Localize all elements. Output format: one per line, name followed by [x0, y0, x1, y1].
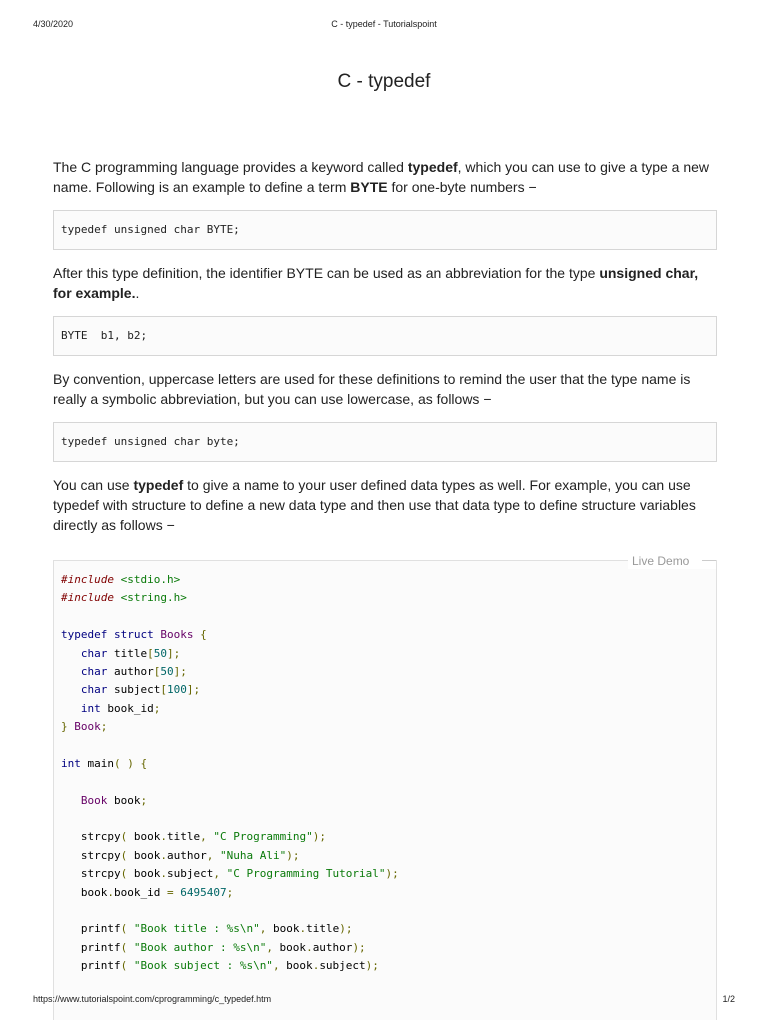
code-token: (	[120, 922, 128, 936]
text-span: , which you can use to give a type a new name. Following is an example to define a term	[53, 159, 710, 195]
code-token: int	[61, 756, 81, 770]
print-footer-page-number: 1/2	[722, 994, 735, 1004]
code-line	[61, 939, 399, 957]
code-token: struct	[113, 628, 154, 642]
code-line	[61, 571, 399, 589]
page-title: C - typedef	[337, 71, 431, 92]
code-token: (	[120, 848, 128, 862]
code-token: (	[120, 830, 128, 844]
code-token: );	[385, 867, 399, 881]
live-demo-label: Live Demo	[632, 554, 690, 568]
code-snippet-typedef-byte: typedef unsigned char BYTE;	[53, 210, 717, 250]
code-token: book	[107, 793, 141, 807]
code-token: .	[160, 867, 167, 881]
code-token: title	[107, 646, 148, 660]
code-token: #include	[61, 591, 121, 605]
code-token: {	[200, 628, 207, 642]
text-span: for one-byte numbers −	[387, 179, 537, 195]
code-token	[61, 683, 81, 696]
code-line	[61, 865, 399, 883]
code-token: title	[306, 922, 340, 936]
code-token: <stdio.h>	[120, 573, 181, 586]
code-token: strcpy	[61, 867, 121, 881]
intro-paragraph	[53, 157, 717, 197]
code-token: (	[120, 867, 128, 881]
code-token: book_id	[113, 885, 167, 899]
code-token: title	[166, 830, 201, 844]
code-token: ;	[226, 885, 234, 899]
code-line	[61, 700, 399, 718]
code-token: Book	[80, 793, 108, 807]
code-token: book	[127, 848, 161, 862]
code-token: ,	[259, 922, 267, 936]
code-line	[61, 608, 399, 626]
keyword-typedef: typedef	[133, 477, 184, 493]
code-line	[61, 663, 399, 681]
text-span: After this type definition, the identifier BYTE can be used as an abbreviation for the type	[53, 265, 600, 281]
code-token: Book	[74, 720, 101, 734]
code-token: 100	[166, 683, 187, 697]
code-token: ,	[200, 830, 207, 844]
code-token	[213, 849, 220, 862]
label-divider	[702, 560, 716, 561]
code-token: {	[140, 756, 148, 770]
code-line	[61, 681, 399, 699]
code-token: char	[80, 646, 108, 660]
code-token: .	[107, 885, 114, 899]
code-line	[61, 902, 399, 920]
code-token: strcpy	[61, 830, 121, 844]
code-line	[61, 589, 399, 607]
code-line	[61, 884, 399, 902]
code-token: book	[272, 940, 307, 954]
code-token: ,	[213, 867, 220, 881]
code-line	[61, 626, 399, 644]
demo-source-code	[61, 571, 399, 976]
code-token: printf	[61, 940, 121, 954]
code-token: ,	[272, 959, 280, 973]
code-token: ];	[167, 646, 181, 660]
live-demo-link[interactable]	[628, 553, 716, 569]
code-token: author	[166, 848, 207, 862]
code-token: "Book title : %s\n"	[133, 922, 260, 936]
code-token: .	[312, 959, 320, 973]
code-token: )	[127, 756, 134, 770]
code-snippet-typedef-lowercase: typedef unsigned char byte;	[53, 422, 717, 462]
text-span: The C programming language provides a keyword called	[53, 159, 408, 175]
code-token: book	[127, 867, 161, 881]
code-token: Books	[160, 628, 194, 642]
code-token: [	[160, 683, 167, 697]
code-token: main	[80, 756, 114, 770]
code-token: .	[160, 848, 167, 862]
code-token: book	[266, 922, 300, 936]
convention-paragraph	[53, 369, 717, 409]
code-token	[61, 794, 81, 807]
code-token	[107, 628, 114, 641]
code-token: .	[160, 830, 167, 844]
code-token: );	[286, 848, 300, 862]
code-line	[61, 792, 399, 810]
code-line	[61, 847, 399, 865]
code-token: );	[365, 959, 379, 973]
text-span: By convention, uppercase letters are used for these definitions to remind the user that the type name is really a symbolic abbreviation, but you can use lowercase, as follows −	[53, 371, 691, 407]
code-token: [	[153, 664, 161, 678]
code-token	[61, 647, 81, 660]
code-token: 6495407	[180, 885, 227, 899]
code-token: 50	[153, 646, 167, 660]
code-token: 50	[160, 664, 174, 678]
code-token: ;	[100, 720, 108, 734]
code-line	[61, 737, 399, 755]
live-demo-code-block	[53, 554, 717, 1020]
code-token: printf	[61, 922, 121, 936]
code-token: typedef	[61, 628, 108, 642]
code-token: }	[61, 720, 68, 734]
code-token	[61, 702, 81, 715]
code-snippet-byte-vars: BYTE b1, b2;	[53, 316, 717, 356]
code-token: subject	[107, 683, 161, 697]
code-token: );	[312, 830, 326, 844]
code-line	[61, 828, 399, 846]
code-token: );	[352, 940, 366, 954]
print-footer-url: https://www.tutorialspoint.com/cprogramming/c_typedef.htm	[33, 994, 272, 1004]
code-token: ];	[186, 683, 201, 697]
code-token: "C Programming Tutorial"	[226, 867, 386, 881]
code-token	[61, 665, 81, 678]
code-token: [	[147, 646, 154, 660]
struct-typedef-paragraph	[53, 475, 717, 535]
code-token: author	[107, 664, 154, 678]
print-header-date: 4/30/2020	[33, 19, 74, 29]
code-token: strcpy	[61, 848, 121, 862]
code-line	[61, 810, 399, 828]
code-token: (	[120, 959, 128, 973]
code-token: #include	[61, 573, 121, 586]
text-span: to give a name to your user defined data types as well. For example, you can use typedef with structure to define a new data type and then use that data type to define structure variables directly as follows −	[53, 477, 696, 533]
print-header-title: C - typedef - Tutorialspoint	[331, 19, 437, 29]
byte-usage-paragraph	[53, 263, 717, 303]
code-token: (	[114, 756, 121, 770]
code-line	[61, 957, 399, 975]
code-token: char	[80, 664, 108, 678]
code-token: ,	[266, 940, 273, 954]
code-token: ];	[173, 664, 187, 678]
code-line	[61, 920, 399, 938]
code-token: ,	[206, 848, 214, 862]
code-token: int	[80, 701, 101, 715]
code-token	[134, 757, 141, 770]
code-token	[127, 959, 134, 972]
code-token: book	[279, 959, 313, 973]
code-token: "Book author : %s\n"	[133, 940, 267, 954]
code-token: );	[339, 922, 353, 936]
code-line	[61, 773, 399, 791]
code-token	[127, 941, 134, 954]
code-token	[127, 922, 134, 935]
code-token: ;	[140, 793, 148, 807]
code-line	[61, 718, 399, 736]
code-token: <string.h>	[120, 591, 187, 605]
code-token: "C Programming"	[213, 830, 313, 844]
code-token: book	[61, 885, 108, 899]
code-token: subject	[319, 959, 366, 973]
code-token: ;	[153, 701, 161, 715]
code-token: (	[120, 940, 128, 954]
code-token: .	[299, 922, 307, 936]
code-token: subject	[166, 867, 214, 881]
code-token: =	[166, 885, 174, 899]
code-token: printf	[61, 959, 121, 973]
text-span: .	[135, 285, 140, 301]
keyword-typedef: typedef	[407, 159, 458, 175]
code-token: "Book subject : %s\n"	[133, 959, 273, 973]
code-token: author	[312, 940, 353, 954]
code-token: "Nuha Ali"	[219, 848, 287, 862]
bold-unsigned-char: unsigned char, for example.	[53, 265, 699, 301]
code-token: char	[80, 683, 108, 697]
code-token: book	[127, 830, 161, 844]
code-line	[61, 645, 399, 663]
keyword-byte: BYTE	[350, 179, 388, 195]
code-token	[220, 867, 227, 880]
code-token: book_id	[100, 701, 154, 715]
code-token: .	[306, 940, 313, 954]
code-line	[61, 755, 399, 773]
text-span: You can use	[53, 477, 134, 493]
